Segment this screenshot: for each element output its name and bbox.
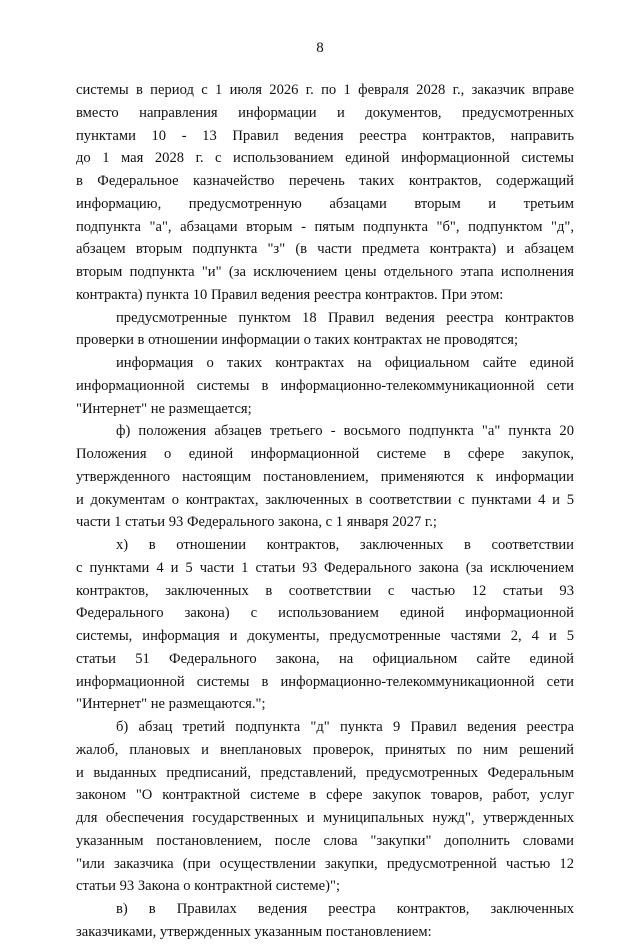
text-line: проверки в отношении информации о таких контрактах не проводятся; <box>76 332 519 349</box>
text-line: х) в отношении контрактов, заключенных в соответствии <box>116 537 574 553</box>
text-line: до 1 мая 2028 г. с использованием единой информационной системы <box>76 150 574 167</box>
text-line: с пунктами 4 и 5 части 1 статьи 93 Федерального закона (за исключением <box>76 559 574 576</box>
text-line: в) в Правилах ведения реестра контрактов, заключенных <box>116 901 574 917</box>
text-line: для обеспечения государственных и муниципальных нужд", утвержденных <box>76 810 574 826</box>
text-line: системы в период с 1 июля 2026 г. по 1 февраля 2028 г., заказчик вправе <box>76 82 574 98</box>
text-line: статьи 93 Закона о контрактной системе)"; <box>76 878 341 895</box>
text-line: "Интернет" не размещаются."; <box>76 696 266 713</box>
text-line: контрактов, заключенных в соответствии с частью 12 статьи 93 <box>76 582 574 599</box>
text-line: Положения о единой информационной системе в сфере закупок, <box>76 446 574 462</box>
text-line: заказчиками, утвержденных указанным постановлением: <box>76 923 432 940</box>
text-line: системы, информация и документы, предусмотренные частями 2, 4 и 5 <box>76 628 574 644</box>
text-line: жалоб, плановых и внеплановых проверок, принятых по ним решений <box>76 741 574 758</box>
text-line: "Интернет" не размещается; <box>76 400 252 417</box>
text-line: ф) положения абзацев третьего - восьмого подпункта "а" пункта 20 <box>116 423 574 440</box>
text-line: информация о таких контрактах на официальном сайте единой <box>116 355 574 371</box>
text-line: абзацем вторым подпункта "з" (в части предмета контракта) и абзацем <box>76 241 574 258</box>
text-line: законом "О контрактной системе в сфере закупок товаров, работ, услуг <box>76 787 574 804</box>
text-line: информационной системы в информационно-телекоммуникационной сети <box>76 673 574 690</box>
text-line: информацию, предусмотренную абзацами вторым и третьим <box>76 195 574 212</box>
text-line: информационной системы в информационно-телекоммуникационной сети <box>76 377 574 394</box>
text-line: утвержденного настоящим постановлением, применяются к информации <box>76 468 574 485</box>
text-line: статьи 51 Федерального закона, на официальном сайте единой <box>76 650 574 667</box>
text-line: пунктами 10 - 13 Правил ведения реестра контрактов, направить <box>76 127 574 144</box>
text-line: в Федеральное казначейство перечень таких контрактов, содержащий <box>76 173 574 189</box>
text-line: подпункта "а", абзацами вторым - пятым подпункта "б", подпунктом "д", <box>76 218 574 235</box>
text-line: "или заказчика (при осуществлении закупки, предусмотренной частью 12 <box>76 855 574 872</box>
page-number: 8 <box>316 40 324 56</box>
text-line: и документам о контрактах, заключенных в соответствии с пунктами 4 и 5 <box>76 491 574 508</box>
text-line: указанным постановлением, после слова "закупки" дополнить словами <box>76 832 574 849</box>
text-line: части 1 статьи 93 Федерального закона, с 1 января 2027 г.; <box>76 514 437 531</box>
text-line: б) абзац третий подпункта "д" пункта 9 Правил ведения реестра <box>116 719 574 735</box>
text-line: и выданных предписаний, представлений, предусмотренных Федеральным <box>76 764 574 781</box>
document-body <box>76 79 574 944</box>
text-line: вторым подпункта "и" (за исключением цены отдельного этапа исполнения <box>76 264 574 280</box>
text-line: вместо направления информации и документов, предусмотренных <box>76 104 574 121</box>
text-line: Федерального закона) с использованием единой информационной <box>76 605 574 622</box>
text-line: предусмотренные пунктом 18 Правил ведения реестра контрактов <box>116 309 574 326</box>
text-line: контракта) пункта 10 Правил ведения реестра контрактов. При этом: <box>76 286 504 303</box>
